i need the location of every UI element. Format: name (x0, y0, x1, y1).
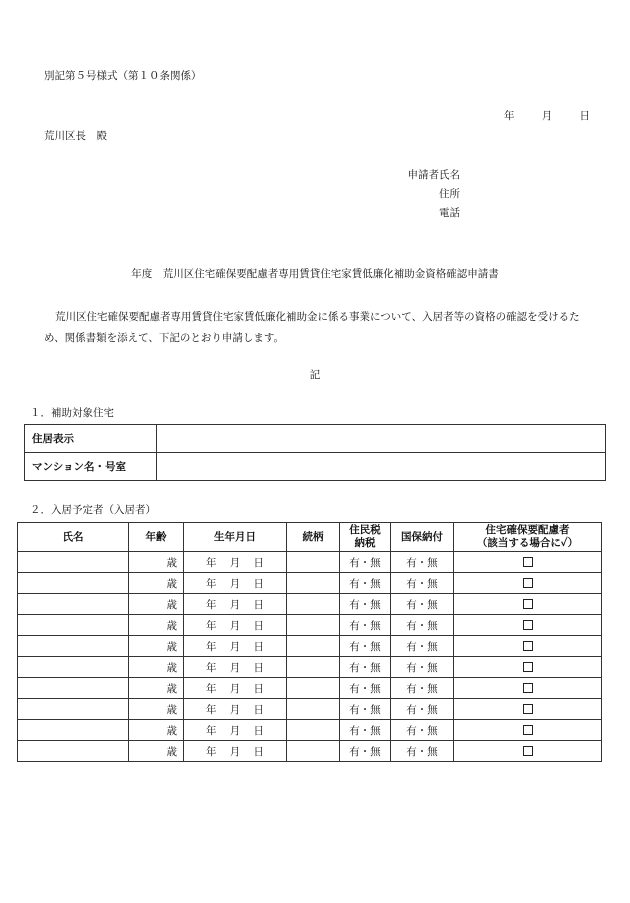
dob-month: 月 (229, 640, 241, 653)
dob-day: 日 (253, 661, 264, 674)
age-unit: 歳 (166, 577, 177, 590)
col-name-header: 氏名 (18, 523, 129, 552)
name-cell[interactable] (18, 678, 129, 699)
priority-checkbox[interactable] (523, 641, 533, 651)
dob-day: 日 (253, 598, 264, 611)
insurance-cell[interactable]: 有・無 (391, 678, 454, 699)
relation-cell[interactable] (287, 720, 340, 741)
tax-cell[interactable]: 有・無 (340, 699, 391, 720)
dob-year: 年 (206, 703, 217, 716)
dob-cell[interactable] (184, 573, 287, 594)
table-row (25, 425, 606, 453)
age-cell[interactable] (129, 657, 184, 678)
target-housing-table (24, 424, 606, 481)
name-cell[interactable] (18, 657, 129, 678)
applicant-phone-label: 電話 (439, 207, 460, 219)
tax-cell[interactable]: 有・無 (340, 573, 391, 594)
applicant-address-label: 住所 (439, 188, 460, 200)
name-cell[interactable] (18, 615, 129, 636)
priority-checkbox[interactable] (523, 725, 533, 735)
address-display-label: 住居表示 (25, 425, 157, 453)
form-id: 別記第５号様式（第１０条関係） (44, 70, 202, 82)
name-cell[interactable] (18, 573, 129, 594)
dob-year: 年 (206, 577, 217, 590)
mansion-room-field[interactable] (157, 453, 606, 481)
name-cell[interactable] (18, 741, 129, 762)
insurance-cell[interactable]: 有・無 (391, 720, 454, 741)
date-line (504, 111, 590, 122)
col-tax-header (340, 523, 391, 552)
dob-day: 日 (253, 577, 264, 590)
priority-cell (454, 657, 602, 678)
dob-month: 月 (229, 598, 241, 611)
dob-month: 月 (229, 661, 241, 674)
tax-cell[interactable]: 有・無 (340, 552, 391, 573)
tax-cell[interactable]: 有・無 (340, 741, 391, 762)
dob-day: 日 (253, 703, 264, 716)
age-unit: 歳 (166, 598, 177, 611)
age-unit: 歳 (166, 619, 177, 632)
age-cell[interactable] (129, 594, 184, 615)
priority-cell (454, 699, 602, 720)
priority-cell (454, 678, 602, 699)
name-cell[interactable] (18, 594, 129, 615)
table-header-row (18, 523, 602, 552)
dob-year: 年 (206, 682, 217, 695)
relation-cell[interactable] (287, 699, 340, 720)
dob-year: 年 (206, 745, 217, 758)
age-unit: 歳 (166, 661, 177, 674)
relation-cell[interactable] (287, 678, 340, 699)
dob-year: 年 (206, 598, 217, 611)
relation-cell[interactable] (287, 741, 340, 762)
tax-cell[interactable]: 有・無 (340, 657, 391, 678)
dob-cell[interactable] (184, 720, 287, 741)
col-age-header: 年齢 (129, 523, 184, 552)
dob-day: 日 (253, 682, 264, 695)
col-insurance-header: 国保納付 (391, 523, 454, 552)
age-cell[interactable] (129, 636, 184, 657)
table-row (18, 636, 602, 657)
dob-year: 年 (206, 661, 217, 674)
ki-heading: 記 (309, 369, 321, 381)
insurance-cell[interactable]: 有・無 (391, 657, 454, 678)
dob-month: 月 (229, 724, 241, 737)
document-title: 年度 荒川区住宅確保要配慮者専用賃貸住宅家賃低廉化補助金資格確認申請書 (131, 268, 499, 280)
priority-checkbox[interactable] (523, 683, 533, 693)
section2-heading: ２．入居予定者（入居者） (30, 504, 156, 516)
relation-cell[interactable] (287, 657, 340, 678)
table-row (18, 615, 602, 636)
resident-table (17, 522, 602, 762)
section1-heading: １．補助対象住宅 (30, 407, 114, 419)
table-row (18, 657, 602, 678)
dob-month: 月 (229, 556, 241, 569)
age-cell[interactable] (129, 615, 184, 636)
table-row (18, 594, 602, 615)
age-unit: 歳 (166, 682, 177, 695)
age-cell[interactable] (129, 573, 184, 594)
body-text: 荒川区住宅確保要配慮者専用賃貸住宅家賃低廉化補助金に係る事業について、入居者等の資格の確認を受けるため、関係書類を添えて、下記のとおり申請します。 (44, 311, 580, 344)
dob-month: 月 (229, 703, 241, 716)
col-priority-header (454, 523, 602, 552)
date-year-label: 年 (504, 110, 515, 122)
relation-cell[interactable] (287, 573, 340, 594)
dob-cell[interactable] (184, 636, 287, 657)
dob-year: 年 (206, 724, 217, 737)
relation-cell[interactable] (287, 552, 340, 573)
insurance-cell[interactable]: 有・無 (391, 552, 454, 573)
table-row (25, 453, 606, 481)
applicant-name-label: 申請者氏名 (407, 169, 460, 181)
tax-cell[interactable]: 有・無 (340, 636, 391, 657)
dob-cell[interactable] (184, 552, 287, 573)
priority-checkbox[interactable] (523, 662, 533, 672)
relation-cell[interactable] (287, 615, 340, 636)
tax-cell[interactable]: 有・無 (340, 594, 391, 615)
col-tax-header-line1: 住民税 (349, 524, 381, 536)
tax-cell[interactable]: 有・無 (340, 615, 391, 636)
age-cell[interactable] (129, 678, 184, 699)
dob-cell[interactable] (184, 657, 287, 678)
priority-cell (454, 636, 602, 657)
table-row (18, 678, 602, 699)
tax-cell[interactable]: 有・無 (340, 720, 391, 741)
insurance-cell[interactable]: 有・無 (391, 636, 454, 657)
name-cell[interactable] (18, 720, 129, 741)
insurance-cell[interactable]: 有・無 (391, 699, 454, 720)
date-month-label: 月 (541, 110, 553, 122)
applicant-block (300, 166, 460, 223)
tax-cell[interactable]: 有・無 (340, 678, 391, 699)
priority-checkbox[interactable] (523, 599, 533, 609)
dob-month: 月 (229, 745, 241, 758)
dob-year: 年 (206, 640, 217, 653)
insurance-cell[interactable]: 有・無 (391, 594, 454, 615)
priority-cell (454, 741, 602, 762)
dob-day: 日 (253, 619, 264, 632)
priority-cell (454, 615, 602, 636)
dob-cell[interactable] (184, 678, 287, 699)
relation-cell[interactable] (287, 594, 340, 615)
col-priority-header-line1: 住宅確保要配慮者 (485, 524, 570, 536)
dob-year: 年 (206, 619, 217, 632)
dob-cell[interactable] (184, 699, 287, 720)
col-tax-header-line2: 納税 (354, 537, 376, 549)
dob-day: 日 (253, 745, 264, 758)
table-row (18, 720, 602, 741)
age-unit: 歳 (166, 703, 177, 716)
priority-cell (454, 720, 602, 741)
age-unit: 歳 (166, 724, 177, 737)
age-cell[interactable] (129, 552, 184, 573)
insurance-cell[interactable]: 有・無 (391, 615, 454, 636)
dob-cell[interactable] (184, 741, 287, 762)
relation-cell[interactable] (287, 636, 340, 657)
age-unit: 歳 (166, 745, 177, 758)
name-cell[interactable] (18, 699, 129, 720)
insurance-cell[interactable]: 有・無 (391, 573, 454, 594)
age-unit: 歳 (166, 640, 177, 653)
name-cell[interactable] (18, 552, 129, 573)
mansion-room-label: マンション名・号室 (25, 453, 157, 481)
age-cell[interactable] (129, 699, 184, 720)
priority-checkbox[interactable] (523, 704, 533, 714)
name-cell[interactable] (18, 636, 129, 657)
dob-month: 月 (229, 682, 241, 695)
priority-cell (454, 573, 602, 594)
priority-checkbox[interactable] (523, 557, 533, 567)
dob-day: 日 (253, 724, 264, 737)
date-day-label: 日 (579, 110, 590, 122)
col-priority-header-line2: （該当する場合に✓） (476, 537, 579, 549)
priority-checkbox[interactable] (523, 746, 533, 756)
age-unit: 歳 (166, 556, 177, 569)
address-display-field[interactable] (157, 425, 606, 453)
dob-month: 月 (229, 577, 241, 590)
priority-cell (454, 552, 602, 573)
dob-cell[interactable] (184, 594, 287, 615)
priority-checkbox[interactable] (523, 578, 533, 588)
dob-month: 月 (229, 619, 241, 632)
dob-cell[interactable] (184, 615, 287, 636)
col-relation-header: 続柄 (287, 523, 340, 552)
insurance-cell[interactable]: 有・無 (391, 741, 454, 762)
priority-cell (454, 594, 602, 615)
table-row (18, 741, 602, 762)
dob-year: 年 (206, 556, 217, 569)
table-row (18, 552, 602, 573)
dob-day: 日 (253, 556, 264, 569)
age-cell[interactable] (129, 720, 184, 741)
table-row (18, 573, 602, 594)
table-row (18, 699, 602, 720)
priority-checkbox[interactable] (523, 620, 533, 630)
col-dob-header: 生年月日 (184, 523, 287, 552)
age-cell[interactable] (129, 741, 184, 762)
addressee: 荒川区長 殿 (44, 130, 107, 142)
dob-day: 日 (253, 640, 264, 653)
